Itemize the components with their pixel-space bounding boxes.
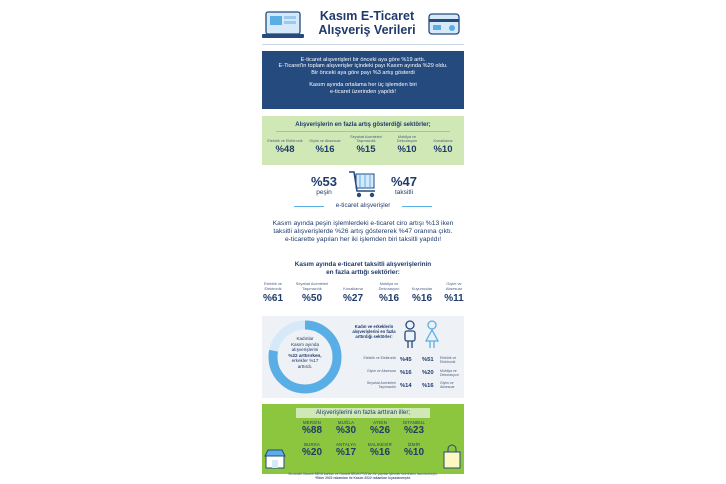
sector-value: %27 [342,293,363,304]
installment-stat [384,174,424,196]
donut-line: alışverişlerini [291,347,319,352]
city-name: ANTALYA [335,442,357,447]
sector-label: Mobilya ve Dekorasyon [396,134,418,143]
male-sector-value: %14 [400,383,412,389]
installment-sector-item [372,278,406,304]
city-item [396,420,432,436]
installment-sector-item [438,278,470,304]
city-value: %88 [301,425,322,436]
installment-title-line1: Kasım ayında e-ticaret taksitli alışverişlerinin [294,261,432,268]
male-sector-label: Elektrik ve Elektronik [363,356,396,360]
footnote [274,472,452,481]
city-item [328,420,364,436]
sector-label: Elektrik ve Elektronik [264,281,282,291]
divider [276,131,450,132]
intro-line5: e-ticaret üzerinden yapıldı! [330,88,396,95]
sector-label: Mobilya ve Dekorasyon [378,281,400,291]
footnote-line1: Bu analiz Garanti BBVA kartları ve Garanti BBVA POS'ları ile yapılan işlemler üzerinden hazırlanmıştır. [288,472,438,476]
intro-line3: Bir önceki aya göre payı %3 artış gösterdi [311,69,415,76]
female-sector-value: %20 [422,370,434,376]
paragraph-line1: Kasım ayında peşin işlemlerdeki e-ticaret ciro artışı %13 iken [272,220,454,227]
sector-label: Giyim ve Aksesuar [309,138,341,143]
installment-sector-item [336,278,370,304]
female-sector-value: %51 [422,357,434,363]
sector-label: Seyahat Acenteleri Taşımacılık [350,134,382,143]
donut-line: %22 arttırırken, [288,352,322,358]
male-sector-label: Seyahat Acenteleri Taşımacılık [366,381,396,389]
female-sector-label: Mobilya ve Dekorasyon [440,369,459,377]
city-item [294,420,330,436]
top-sector-item [388,134,426,155]
city-name: MERSİN [303,420,321,425]
page-title-line1: Kasım E-Ticaret [319,9,415,23]
payment-caption: e-ticaret alışverişler [324,202,402,209]
page-title [312,9,422,38]
intro-line4: Kasım ayında ortalama her üç işlemden biri [309,82,417,89]
cash-label: peşin [316,189,332,196]
city-name: BALIKESİR [367,442,392,447]
top-sectors-panel [262,116,464,165]
donut-line: Kasım ayında [290,341,320,347]
gender-title-line: arttırdığı sektörler: [355,334,393,340]
sector-value: %48 [275,144,295,155]
donut-line: erkekler %17 [291,358,319,363]
woman-icon [424,320,440,348]
sector-value: %61 [262,293,283,304]
header-divider [262,44,464,45]
male-sector-value: %45 [400,357,412,363]
installment-title-line2: en fazla arttığı sektörler: [326,268,400,276]
male-sector-value: %16 [400,370,412,376]
female-sector-value: %16 [422,383,434,389]
credit-card-icon [428,12,462,40]
cities-title: Alışverişlerini en fazla arttıran iller; [296,408,430,418]
paragraph-line2: taksitli alışverişlerde %26 artış göstererek %47 oranına çıktı. [273,228,453,236]
installment-sector-item [290,278,334,304]
city-name: BURSA [304,442,320,447]
sector-label: Seyahat Acenteleri Taşımacılık [295,281,329,291]
city-item [328,442,364,458]
top-sector-item [424,134,462,155]
installment-sector-item [406,278,438,304]
city-value: %10 [403,447,424,458]
city-value: %17 [335,447,356,458]
sector-value: %16 [411,293,432,304]
sector-value: %10 [397,144,417,155]
city-name: İZMİR [407,442,421,447]
female-sector-label: Giyim ve Aksesuar [440,381,455,389]
sector-label: Konaklama [433,138,453,143]
sector-value: %15 [356,144,376,155]
top-sector-item [266,134,304,155]
city-item [294,442,330,458]
top-sector-item [306,134,344,155]
gender-panel [262,316,464,398]
city-value: %26 [369,425,390,436]
installment-sector-item [256,278,290,304]
top-sector-item [344,134,388,155]
city-name: AYDIN [373,420,387,425]
sector-value: %16 [378,293,399,304]
installment-paragraph [260,220,466,244]
installment-label: taksitli [394,189,414,196]
female-sector-label: Elektrik ve Elektronik [440,356,457,364]
footnote-line2: *Ekim 2022 rakamları ile Kasım 2022 rakamları kıyaslanmıştır. [315,476,411,481]
sector-label: Kuyumcular [411,285,433,291]
donut-line: arttırdı. [297,363,313,369]
city-value: %16 [369,447,390,458]
cities-panel [262,404,464,474]
gender-title [344,324,404,339]
sector-label: Konaklama [343,285,363,291]
shopping-cart-icon [348,170,378,200]
male-sector-label: Giyim ve Aksesuar [367,369,396,373]
man-icon [402,320,418,348]
city-value: %20 [301,447,322,458]
sector-label: Giyim ve Aksesuar [445,281,463,291]
intro-line1: E-ticaret alışverişleri bir önceki aya göre %19 arttı. [300,57,426,63]
installment-sectors-title [274,261,452,276]
sector-value: %11 [444,293,464,304]
gender-title-line: Kadın ve erkeklerin [354,324,394,329]
sector-value: %50 [301,293,322,304]
shopping-bag-icon [442,444,462,470]
infographic [254,6,472,482]
city-value: %30 [335,425,356,436]
gender-title-line: alışverişlerini en fazla [352,329,396,335]
city-item [362,420,398,436]
page-title-line2: Alışveriş Verileri [318,23,416,38]
cash-value: %53 [310,174,338,189]
donut-line: Kadınlar [296,336,314,341]
cash-stat [306,174,342,196]
storefront-icon [264,448,286,470]
paragraph-line3: e-ticarette yapılan her iki işlemden biri taksitli yapıldı! [284,236,442,244]
installment-value: %47 [390,174,418,189]
top-sectors-title: Alışverişlerin en fazla artış gösterdiği sektörler; [295,122,431,128]
city-name: MUĞLA [337,420,355,425]
sector-value: %10 [433,144,453,155]
city-item [362,442,398,458]
intro-line2: E-Ticaret'in toplam alışverişler içindeki payı Kasım ayında %29 oldu. [278,63,448,70]
city-name: İSTANBUL [402,420,426,425]
intro-box [262,51,464,109]
donut-text [276,336,334,369]
sector-label: Elektrik ve Elektronik [267,138,303,143]
laptop-icon [262,10,304,42]
sector-value: %16 [315,144,335,155]
city-item [396,442,432,458]
city-value: %23 [403,425,424,436]
